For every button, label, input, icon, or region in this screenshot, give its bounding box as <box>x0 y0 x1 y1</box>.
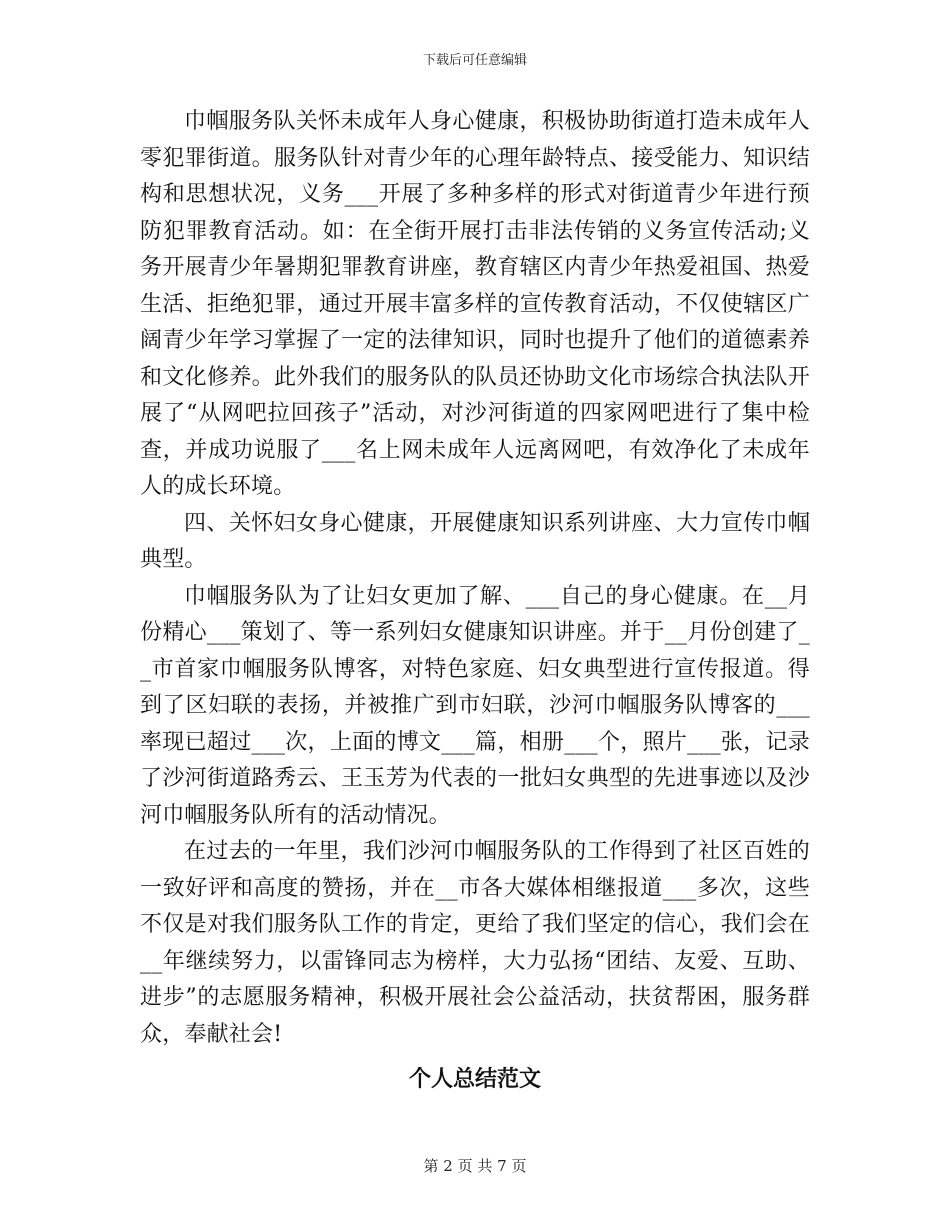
section-title: 个人总结范文 <box>408 1066 541 1092</box>
page-header: 下载后可任意编辑 <box>422 53 527 68</box>
document-body <box>140 104 810 1097</box>
paragraph-youth-education: 巾帼服务队关怀未成年人身心健康，积极协助街道打造未成年人零犯罪街道。服务队针对青少年的心理年龄特点、接受能力、知识结构和思想状况，义务___开展了多种多样的形式对街道青少年进行预防犯罪教育活动。如：在全街开展打击非法传销的义务宣传活动;义务开展青少年暑期犯罪教育讲座，教育辖区内青少年热爱祖国、热爱生活、拒绝犯罪，通过开展丰富多样的宣传教育活动，不仅使辖区广阔青少年学习掌握了一定的法律知识，同时也提升了他们的道德素养和文化修养。此外我们的服务队的队员还协助文化市场综合执法队开展了“从网吧拉回孩子”活动，对沙河街道的四家网吧进行了集中检查，并成功说服了___名上网未成年人远离网吧，有效净化了未成年人的成长环境。 <box>140 109 810 499</box>
paragraph-section-four-heading: 四、关怀妇女身心健康，开展健康知识系列讲座、大力宣传巾帼典型。 <box>140 510 810 572</box>
page-footer: 第 2 页 共 7 页 <box>423 1157 527 1175</box>
paragraph-women-health: 巾帼服务队为了让妇女更加了解、___自己的身心健康。在__月份精心___策划了、等一系列妇女健康知识讲座。并于__月份创建了__市首家巾帼服务队博客，对特色家庭、妇女典型进行宣传报道。得到了区妇联的表扬，并被推广到市妇联，沙河巾帼服务队博客的___率现已超过___次，上面的博文___篇，相册___个，照片___张，记录了沙河街道路秀云、王玉芳为代表的一批妇女典型的先进事迹以及沙河巾帼服务队所有的活动情况。 <box>140 583 810 828</box>
paragraph-year-summary: 在过去的一年里，我们沙河巾帼服务队的工作得到了社区百姓的一致好评和高度的赞扬，并在__市各大媒体相继报道___多次，这些不仅是对我们服务队工作的肯定，更给了我们坚定的信心，我们会在__年继续努力，以雷锋同志为榜样，大力弘扬“团结、友爱、互助、进步”的志愿服务精神，积极开展社会公益活动，扶贫帮困，服务群众，奉献社会! <box>140 839 810 1047</box>
